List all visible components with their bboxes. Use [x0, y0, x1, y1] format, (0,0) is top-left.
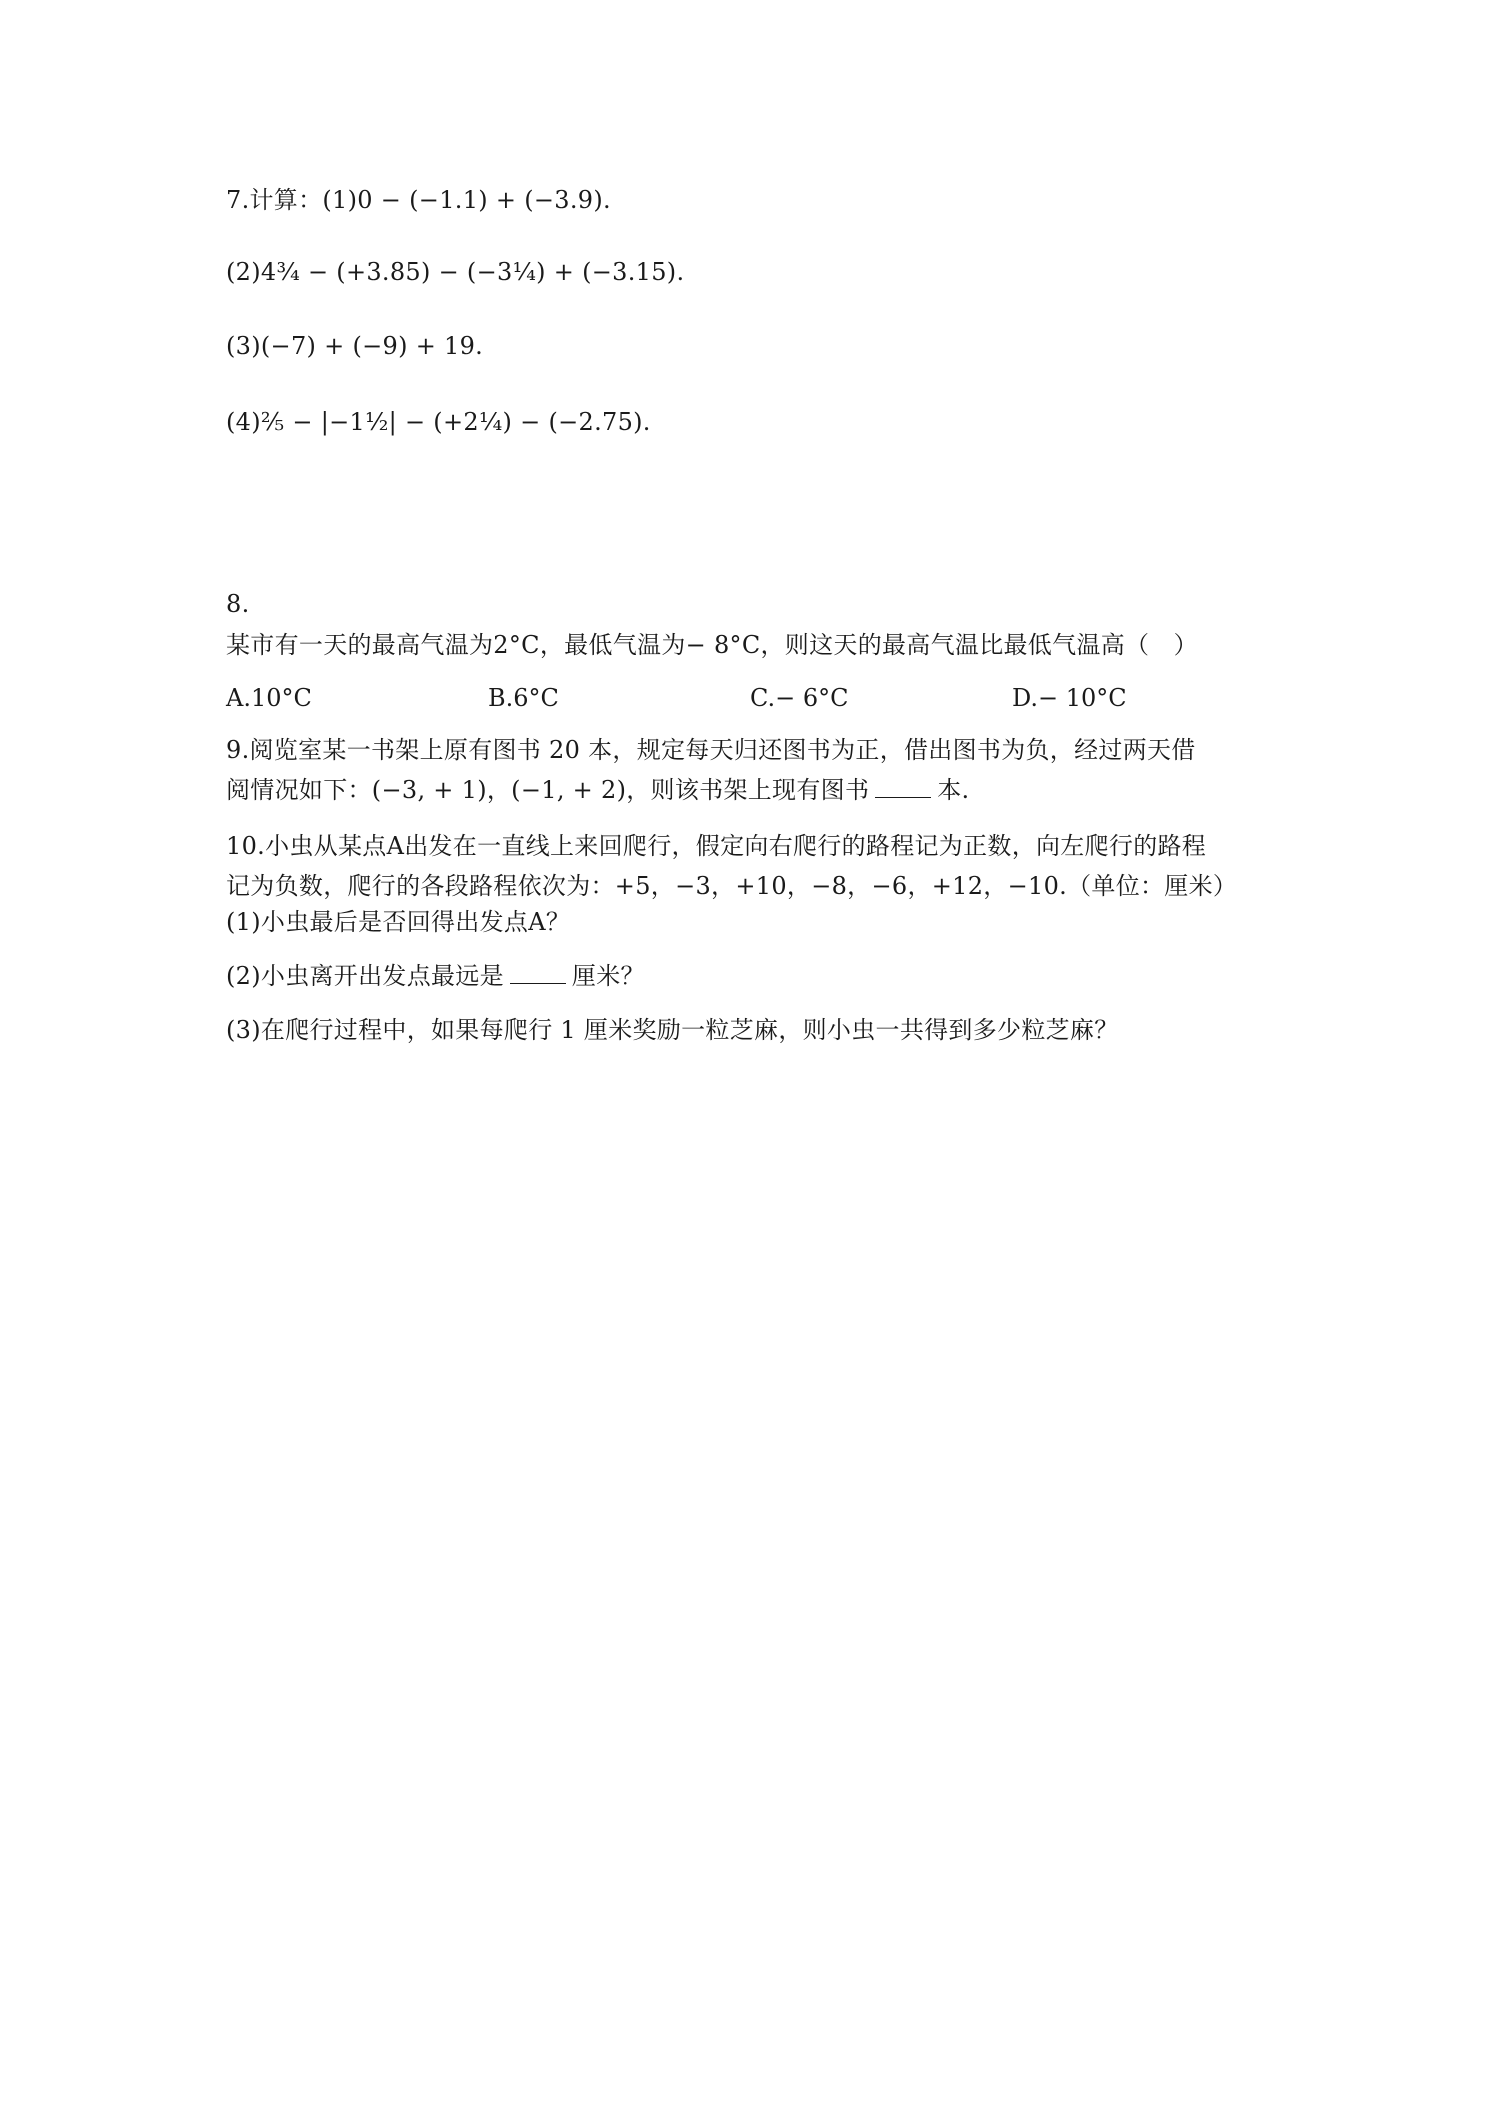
q10-part-2-text: (2)小虫离开出发点最远是 [226, 962, 504, 990]
q8-stem: 某市有一天的最高气温为2°C，最低气温为− 8°C，则这天的最高气温比最低气温高（ ） [226, 631, 1198, 659]
q9-line-2-text: 阅情况如下：(−3, + 1)，(−1, + 2)，则该书架上现有图书 [226, 776, 870, 804]
q10-line-1: 10.小虫从某点A出发在一直线上来回爬行，假定向右爬行的路程记为正数，向左爬行的路程 [226, 832, 1207, 860]
q7-part-2: (2)4¾ − (+3.85) − (−3¼) + (−3.15). [226, 258, 685, 286]
q10-answer-blank [510, 961, 566, 984]
q10-part-2 [226, 960, 645, 992]
q7-part-4: (4)⅖ − |−1½| − (+2¼) − (−2.75). [226, 408, 651, 436]
q8-option-d: D.− 10°C [1012, 684, 1127, 712]
q10-part-2-end: 厘米？ [571, 962, 645, 990]
q8-option-b: B.6°C [488, 684, 559, 712]
q8-option-c: C.− 6°C [750, 684, 849, 712]
q7-part-3: (3)(−7) + (−9) + 19. [226, 332, 484, 360]
q10-part-3: (3)在爬行过程中，如果每爬行 1 厘米奖励一粒芝麻，则小虫一共得到多少粒芝麻？ [226, 1016, 1119, 1044]
q10-part-1: (1)小虫最后是否回得出发点A？ [226, 908, 571, 936]
q10-line-2: 记为负数，爬行的各段路程依次为：+5，−3，+10，−8，−6，+12，−10.（单位：厘米） [226, 872, 1238, 900]
q9-line-2 [226, 774, 969, 806]
q9-line-2-end: 本. [937, 776, 970, 804]
q9-line-1: 9.阅览室某一书架上原有图书 20 本，规定每天归还图书为正，借出图书为负，经过两天借 [226, 736, 1196, 764]
q8-option-a: A.10°C [226, 684, 312, 712]
q8-number: 8. [226, 590, 250, 618]
q7-title: 7.计算：(1)0 − (−1.1) + (−3.9). [226, 186, 611, 214]
q9-answer-blank [875, 775, 931, 798]
